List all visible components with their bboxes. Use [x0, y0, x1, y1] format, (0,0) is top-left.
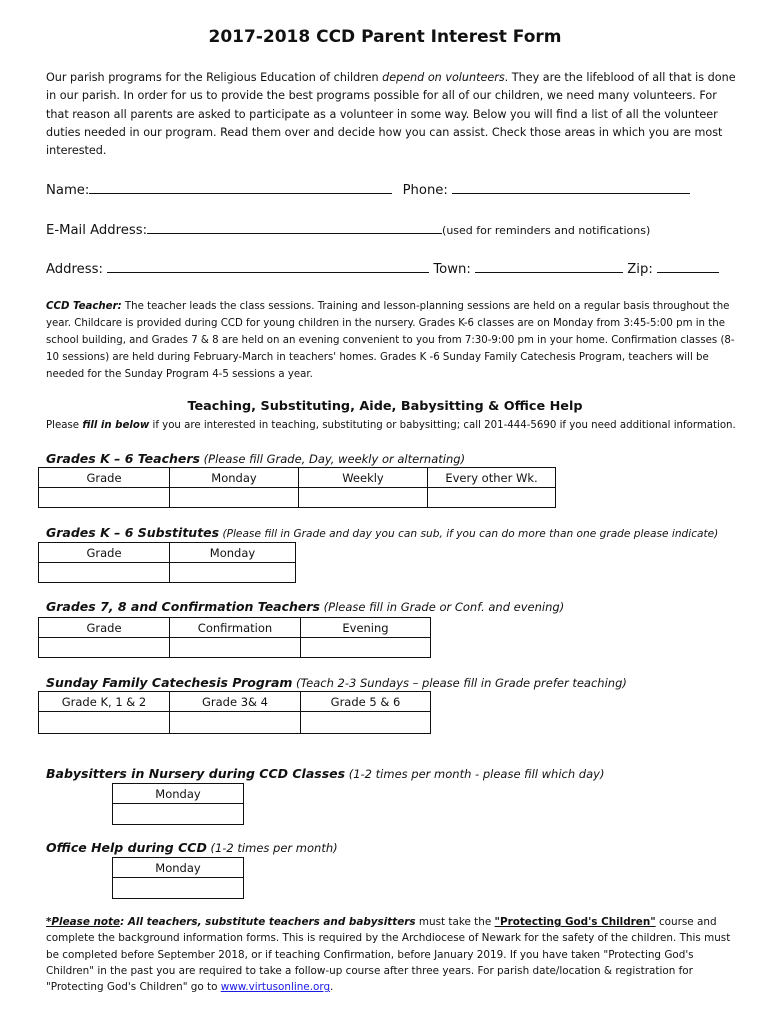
table-header-row [39, 543, 296, 563]
table-row [39, 712, 431, 734]
babysitters-heading [46, 766, 604, 781]
sunday-34-cell[interactable] [170, 712, 301, 734]
office-note: (1-2 times per month) [206, 841, 338, 855]
sunday-table [38, 691, 431, 734]
k6-teachers-col-monday: Monday [170, 468, 299, 488]
g78-conf-col-grade: Grade [39, 618, 170, 638]
sunday-k12-cell[interactable] [39, 712, 170, 734]
zip-label: Zip: [627, 262, 653, 278]
sunday-heading [46, 675, 627, 690]
phone-label: Phone: [402, 183, 448, 199]
sunday-title: Sunday Family Catechesis Program [46, 675, 293, 690]
office-title: Office Help during CCD [46, 840, 207, 855]
g78-conf-heading [46, 599, 564, 614]
office-heading [46, 840, 338, 855]
k6-subs-col-monday: Monday [170, 543, 296, 563]
zip-field[interactable] [657, 259, 719, 273]
k6-teachers-note: (Please fill Grade, Day, weekly or alternating) [200, 452, 466, 466]
address-field[interactable] [107, 259, 429, 273]
table-header-row [113, 858, 244, 878]
footer-end: . [330, 981, 334, 994]
office-col-monday: Monday [113, 858, 244, 878]
office-monday-cell[interactable] [113, 878, 244, 899]
k6-teachers-table [38, 467, 556, 508]
g78-conf-table [38, 617, 431, 658]
ccd-teacher-paragraph [46, 299, 736, 384]
fill-note-text-2: if you are interested in teaching, substituting or babysitting; call 201-444-5690 if you need additional information. [149, 420, 736, 431]
k6-teachers-every-other-cell[interactable] [428, 488, 556, 508]
form-title: 2017-2018 CCD Parent Interest Form [208, 27, 562, 47]
town-field[interactable] [475, 259, 623, 273]
sunday-col-34: Grade 3& 4 [170, 692, 301, 712]
k6-teachers-title: Grades K – 6 Teachers [46, 451, 200, 466]
virtus-link[interactable]: www.virtusonline.org [220, 981, 331, 994]
ccd-teacher-text: The teacher leads the class sessions. Training and lesson-planning sessions are held on a regular basis throughout the year. Childcare is provided during CCD for young children in the nursery. Grades K-6 classes are on Monday from 3:45-5:00 pm in the school building, and Grades 7 & 8 are held on an evening convenient to you from 7:30-9:00 pm in your home. Confirmation classes (8-10 sessions) are held during February-March in teachers' homes. Grades K -6 Sunday Family Catechesis Program, teachers will be needed for the Sunday Program 4-5 sessions a year. [46, 301, 735, 380]
footer-note [46, 914, 736, 995]
section-heading: Teaching, Substituting, Aide, Babysitting & Office Help [187, 399, 583, 414]
address-row [46, 259, 719, 277]
table-header-row [39, 618, 431, 638]
footer-text-1: must take the [415, 916, 495, 928]
email-row [46, 220, 650, 238]
k6-teachers-col-every-other: Every other Wk. [428, 468, 556, 488]
table-row [39, 563, 296, 583]
k6-teachers-heading [46, 451, 465, 466]
sunday-col-k12: Grade K, 1 & 2 [39, 692, 170, 712]
intro-paragraph [46, 69, 736, 160]
name-phone-row [46, 180, 690, 198]
g78-conf-grade-cell[interactable] [39, 638, 170, 658]
footer-text-2: course and complete the background information forms. This is required by the Archdiocese of Newark for the safety of the children. This must be completed before September 2018, or if teaching Confirmation, before January 2019. If you have taken "Protecting God's Children" in the past you are required to take a follow-up course after three years. For parish date/location & registration for "Protecting God's Children" go to [46, 916, 731, 994]
k6-subs-note: (Please fill in Grade and day you can sub, if you can do more than one grade please indicate) [219, 528, 719, 540]
g78-conf-col-evening: Evening [301, 618, 431, 638]
babysitters-table [112, 783, 244, 825]
email-label: E-Mail Address: [46, 223, 148, 239]
k6-teachers-weekly-cell[interactable] [299, 488, 428, 508]
table-row [39, 638, 431, 658]
office-table [112, 857, 244, 899]
table-header-row [39, 468, 556, 488]
fill-note-text-1: Please [46, 420, 83, 431]
table-row [113, 804, 244, 825]
k6-subs-title: Grades K – 6 Substitutes [46, 525, 220, 540]
g78-conf-confirmation-cell[interactable] [170, 638, 301, 658]
email-note: (used for reminders and notifications) [442, 224, 651, 238]
table-header-row [39, 692, 431, 712]
k6-teachers-grade-cell[interactable] [39, 488, 170, 508]
k6-subs-heading [46, 525, 718, 540]
town-label: Town: [433, 262, 471, 278]
g78-conf-note: (Please fill in Grade or Conf. and evening) [320, 600, 565, 614]
intro-text-2: . They are the lifeblood of all that is done in our parish. In order for us to provide the best programs possible for all of our children, we need many volunteers. For that reason all parents are asked to participate as a volunteer in some way. Below you will find a list of all the volunteer duties needed in our program. Read them over and decide how you can assist. Check those areas in which you are most interested. [46, 71, 736, 158]
footer-pgc: "Protecting God's Children" [494, 916, 656, 928]
k6-teachers-col-weekly: Weekly [299, 468, 428, 488]
table-row [39, 488, 556, 508]
intro-emphasis: depend on volunteers [382, 71, 505, 84]
sunday-56-cell[interactable] [301, 712, 431, 734]
g78-conf-evening-cell[interactable] [301, 638, 431, 658]
k6-subs-monday-cell[interactable] [170, 563, 296, 583]
fill-note-emphasis: fill in below [82, 420, 150, 431]
address-label: Address: [46, 262, 103, 278]
babysitters-col-monday: Monday [113, 784, 244, 804]
name-field[interactable] [89, 180, 392, 194]
babysitters-monday-cell[interactable] [113, 804, 244, 825]
footer-note-label: *Please note [46, 916, 121, 928]
k6-subs-col-grade: Grade [39, 543, 170, 563]
fill-note [46, 418, 736, 434]
ccd-teacher-label: CCD Teacher: [46, 301, 122, 312]
k6-teachers-col-grade: Grade [39, 468, 170, 488]
babysitters-note: (1-2 times per month - please fill which day) [345, 767, 605, 781]
babysitters-title: Babysitters in Nursery during CCD Classes [46, 766, 346, 781]
table-header-row [113, 784, 244, 804]
sunday-col-56: Grade 5 & 6 [301, 692, 431, 712]
footer-bold-text: : All teachers, substitute teachers and babysitters [120, 916, 416, 928]
g78-conf-col-confirmation: Confirmation [170, 618, 301, 638]
phone-field[interactable] [452, 180, 690, 194]
k6-subs-grade-cell[interactable] [39, 563, 170, 583]
sunday-note: (Teach 2-3 Sundays – please fill in Grade prefer teaching) [292, 676, 627, 690]
k6-subs-table [38, 542, 296, 583]
table-row [113, 878, 244, 899]
intro-text-1: Our parish programs for the Religious Education of children [46, 71, 383, 84]
k6-teachers-monday-cell[interactable] [170, 488, 299, 508]
name-label: Name: [46, 183, 90, 199]
email-field[interactable] [147, 220, 442, 234]
g78-conf-title: Grades 7, 8 and Confirmation Teachers [46, 599, 320, 614]
